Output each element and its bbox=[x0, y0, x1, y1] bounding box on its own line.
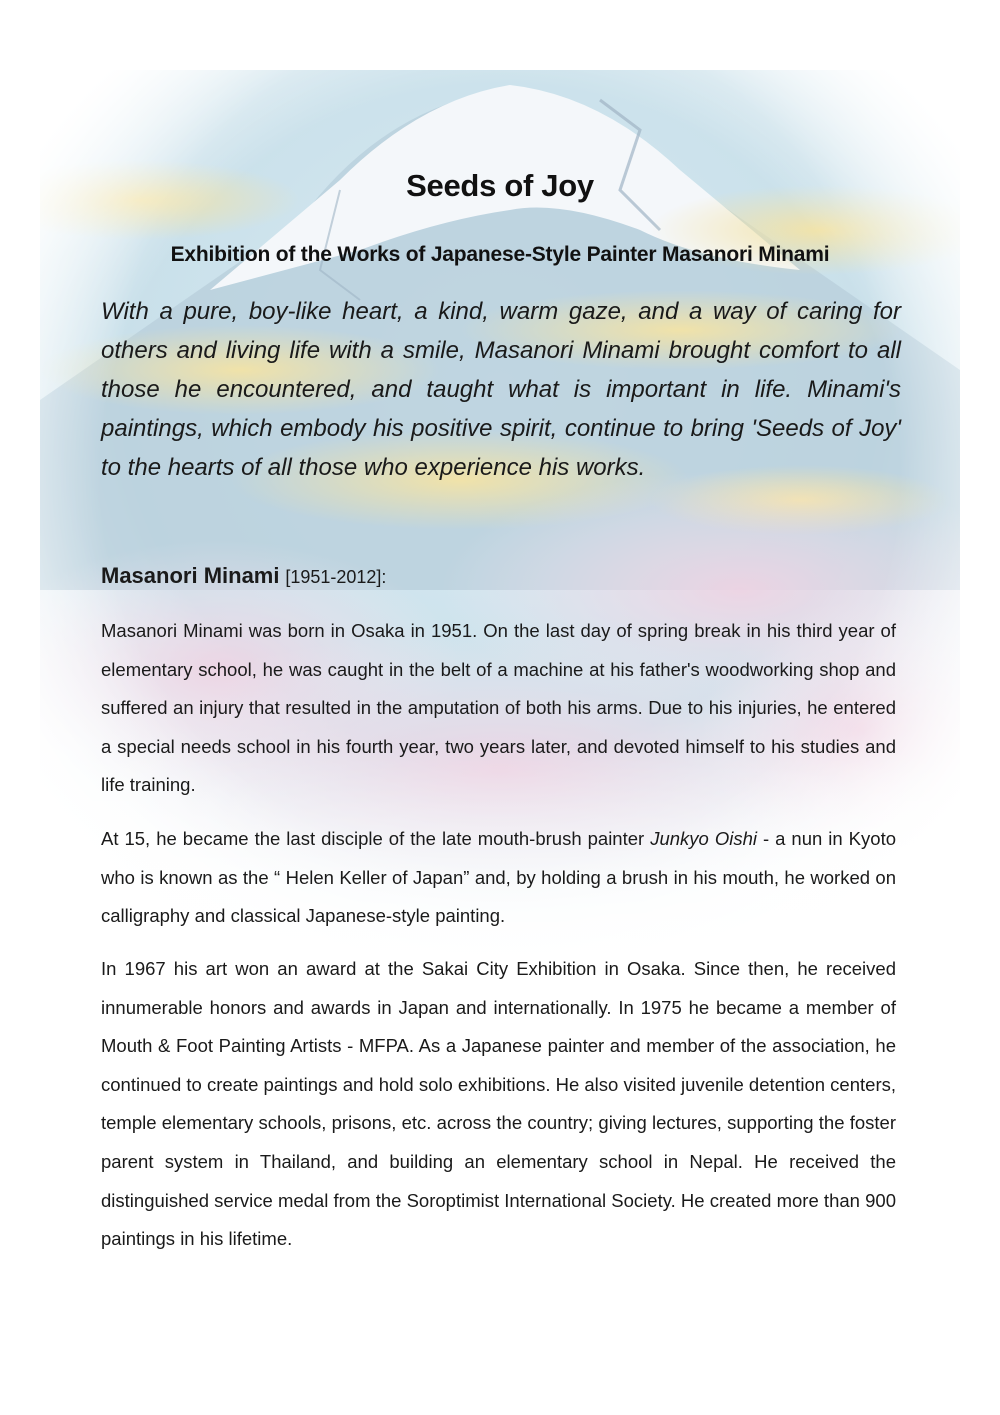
bio-heading bbox=[101, 563, 386, 589]
bio-paragraph-2-start: At 15, he became the last disciple of the late mouth-brush painter bbox=[101, 828, 651, 849]
teacher-name: Junkyo Oishi bbox=[650, 828, 757, 849]
bio-paragraph-1: Masanori Minami was born in Osaka in 1951. On the last day of spring break in his third year of elementary school, he was caught in the belt of a machine at his father's woodworking shop and suffered an injury that resulted in the amputation of both his arms. Due to his injuries, he entered a special needs school in his fourth year, two years later, and devoted himself to his studies and life training. bbox=[101, 620, 896, 796]
bio-paragraph-3: In 1967 his art won an award at the Sakai City Exhibition in Osaka. Since then, he received innumerable honors and awards in Japan and internationally. In 1975 he became a member of Mouth & Foot Painting Artists - MFPA. As a Japanese painter and member of the association, he continued to create paintings and hold solo exhibitions. He also visited juvenile detention centers, temple elementary schools, prisons, etc. across the country; giving lectures, supporting the foster parent system in Thailand, and building an elementary school in Nepal. He received the distinguished service medal from the Soroptimist International Society. He created more than 900 paintings in his lifetime. bbox=[101, 958, 896, 1250]
intro-paragraph: With a pure, boy-like heart, a kind, warm gaze, and a way of caring for others and living life with a smile, Masanori Minami brought comfort to all those he encountered, and taught what is important in life. Minami's paintings, which embody his positive spirit, continue to bring 'Seeds of Joy' to the hearts of all those who experience his works. bbox=[101, 298, 901, 481]
artist-dates: [1951-2012]: bbox=[285, 567, 387, 587]
artist-name: Masanori Minami bbox=[101, 563, 280, 588]
document-subtitle: Exhibition of the Works of Japanese-Style Painter Masanori Minami bbox=[170, 243, 830, 266]
bio-paragraph-2-end: - a nun in Kyoto who is known as the “ Helen Keller of Japan” and, by holding a brush in his mouth, he worked on calligraphy and classical Japanese-style painting. bbox=[101, 828, 896, 927]
document-title: Seeds of Joy bbox=[406, 168, 594, 203]
bio-paragraph-2 bbox=[101, 820, 896, 936]
